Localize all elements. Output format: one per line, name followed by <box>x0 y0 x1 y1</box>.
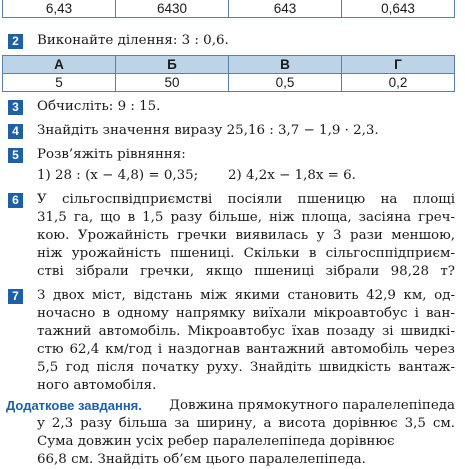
option-header: Г <box>342 56 455 74</box>
task-number-badge: 4 <box>8 124 23 139</box>
top-cell: 643 <box>229 0 342 18</box>
task-line: 31,5 га, що в 1,5 разу більше, ніж площа, засіяна греч- <box>37 210 455 225</box>
task-text: Розв’яжіть рівняння: <box>37 147 186 162</box>
task-line: стю 62,4 км/год і наздогнав вантажний автомобіль через <box>37 342 455 357</box>
task-line: стві зібрали гречки, якщо пшениці зібрали 98,28 т? <box>37 264 455 279</box>
task-line: 66,8 см. Знайдіть об’єм цього паралелепіпеда. <box>37 452 366 467</box>
extra-task-label: Додаткове завдання. <box>6 398 142 413</box>
task-line: 5,5 год після початку руху. Знайдіть швидкість вантаж- <box>37 360 455 375</box>
answer-options-table <box>2 55 455 92</box>
top-cell: 0,643 <box>342 0 455 18</box>
task-line: тажний автомобіль. Мікроавтобус їхав позаду зі швидкі- <box>37 324 455 339</box>
top-cell: 6,43 <box>3 0 116 18</box>
task-line: З двох міст, відстань між якими становить 42,9 км, од- <box>37 288 455 303</box>
equation-1: 1) 28 : (x − 4,8) = 0,35; <box>37 168 199 183</box>
task-number-badge: 6 <box>8 193 23 208</box>
task-line: ночасно в одному напрямку виїхали мікроавтобус і ван- <box>37 306 455 321</box>
task-line: У сільгоспвідприємстві посіяли пшеницю на площі <box>37 192 455 207</box>
task-text: Виконайте ділення: 3 : 0,6. <box>37 33 229 48</box>
option-header: А <box>3 56 116 74</box>
task-number-badge: 2 <box>8 34 23 49</box>
task-line: ніж урожайність пшениці. Скільки в сільгосппідприєм- <box>37 246 455 261</box>
task-number-badge: 3 <box>8 100 23 115</box>
task-number-badge: 5 <box>8 148 23 163</box>
task-text: Обчисліть: 9 : 15. <box>37 99 161 114</box>
task-line: кою. Урожайність гречки виявилась у 3 рази меншою, <box>37 228 455 243</box>
task-line: ного автомобіля. <box>37 378 157 393</box>
task-text: Знайдіть значення виразу 25,16 : 3,7 − 1,9 · 2,3. <box>37 123 379 138</box>
option-header: В <box>229 56 342 74</box>
extra-task-first-line <box>6 397 455 415</box>
task-line: у 2,3 разу більша за ширину, а висота дорівнює 3,5 см. <box>37 416 455 431</box>
top-answer-table <box>2 0 455 18</box>
option-header: Б <box>116 56 229 74</box>
extra-task-text: Довжина прямокутного паралелепіпеда <box>169 398 455 413</box>
option-value: 0,5 <box>229 74 342 92</box>
task-number-badge: 7 <box>8 289 23 304</box>
option-value: 0,2 <box>342 74 455 92</box>
option-value: 50 <box>116 74 229 92</box>
equation-2: 2) 4,2x − 1,8x = 6. <box>228 168 356 183</box>
top-cell: 6430 <box>116 0 229 18</box>
option-value: 5 <box>3 74 116 92</box>
task-line: Сума довжин усіх ребер паралелепіпеда дорівнює <box>37 434 395 449</box>
